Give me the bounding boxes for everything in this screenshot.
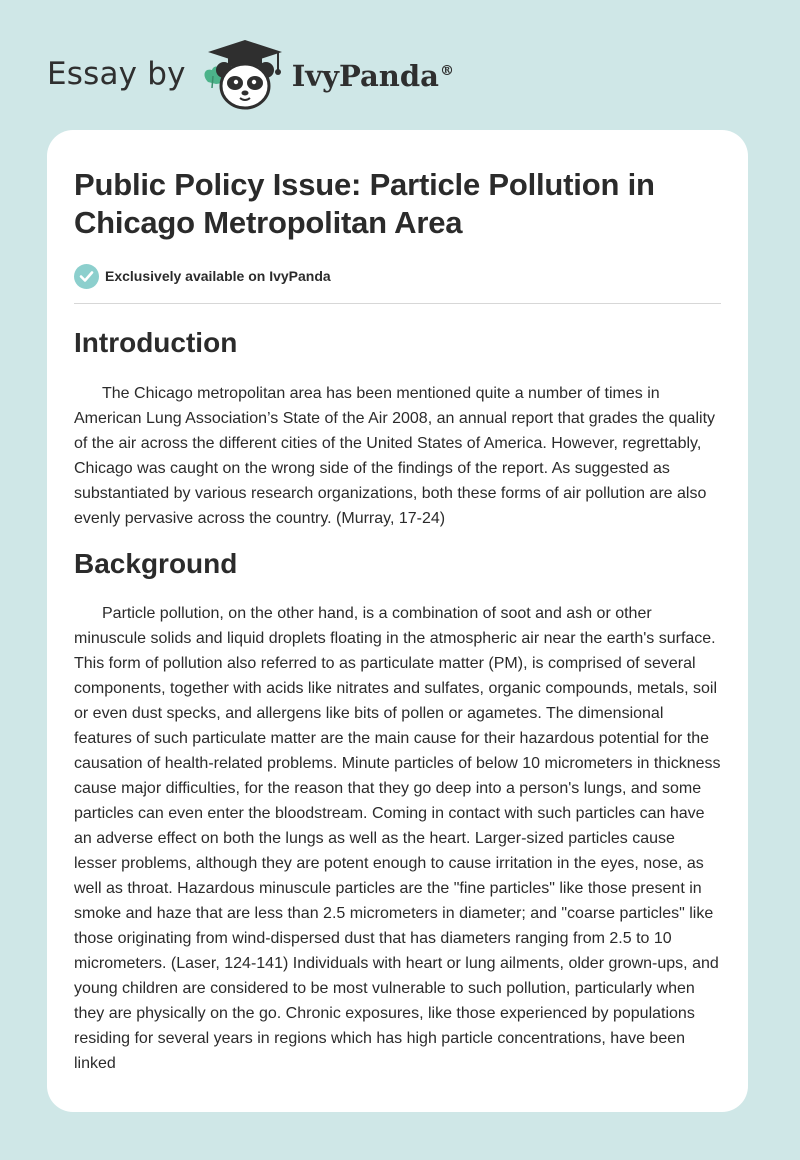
divider <box>74 303 721 304</box>
section-paragraph-introduction: The Chicago metropolitan area has been mentioned quite a number of times in American Lung Association’s State of the Air 2008, an annual report that grades the quality of the air across the different cities of the United States of America. However, regrettably, Chicago was caught on the wrong side of the findings of the report. As suggested as substantiated by various research organizations, both these forms of air pollution are also evenly pervasive across the country. (Murray, 17-24) <box>74 385 716 527</box>
brand-prefix: Essay by <box>47 56 186 92</box>
panda-graduate-icon <box>200 36 290 112</box>
section-heading-introduction: Introduction <box>74 327 238 358</box>
exclusive-badge <box>74 262 721 290</box>
check-circle-icon <box>74 264 99 289</box>
article-card <box>47 130 748 1112</box>
section-heading-background: Background <box>74 548 238 579</box>
section-paragraph-background: Particle pollution, on the other hand, is a combination of soot and ash or other minuscule solids and liquid droplets floating in the atmospheric air near the earth's surface. This form of pollution also referred to as particulate matter (PM), is comprised of several components, together with acids like nitrates and sulfates, organic compounds, metals, soil or even dust specks, and allergens like bits of pollen or agametes. The dimensional features of such particulate matter are the main cause for their hazardous potential for the causation of health-related problems. Minute particles of below 10 micrometers in thickness cause major difficulties, for the reason that they go deep into a person's lungs, and some particles can even enter the bloodstream. Coming in contact with such particles can have an adverse effect on both the lungs as well as the heart. Larger-sized particles cause lesser problems, although they are potent enough to cause irritation in the eyes, nose, as well as throat. Hazardous minuscule particles are the "fine particles" like those present in smoke and haze that are less than 2.5 micrometers in diameter; and "coarse particles" like those originating from wind-dispersed dust that has diameters ranging from 2.5 to 10 micrometers. (Laser, 124-141) Individuals with heart or lung ailments, older grown-ups, and young children are considered to be most vulnerable to such pollution, particularly when they are physically on the go. Chronic exposures, like those experienced by populations residing for several years in regions which has high particle concentrations, have been linked <box>74 605 721 1072</box>
exclusive-text: Exclusively available on IvyPanda <box>105 268 331 284</box>
article-title: Public Policy Issue: Particle Pollution in Chicago Metropolitan Area <box>74 167 655 240</box>
site-header <box>47 36 454 112</box>
registered-mark: ® <box>439 63 454 80</box>
brand-name: IvyPanda® <box>291 59 454 93</box>
